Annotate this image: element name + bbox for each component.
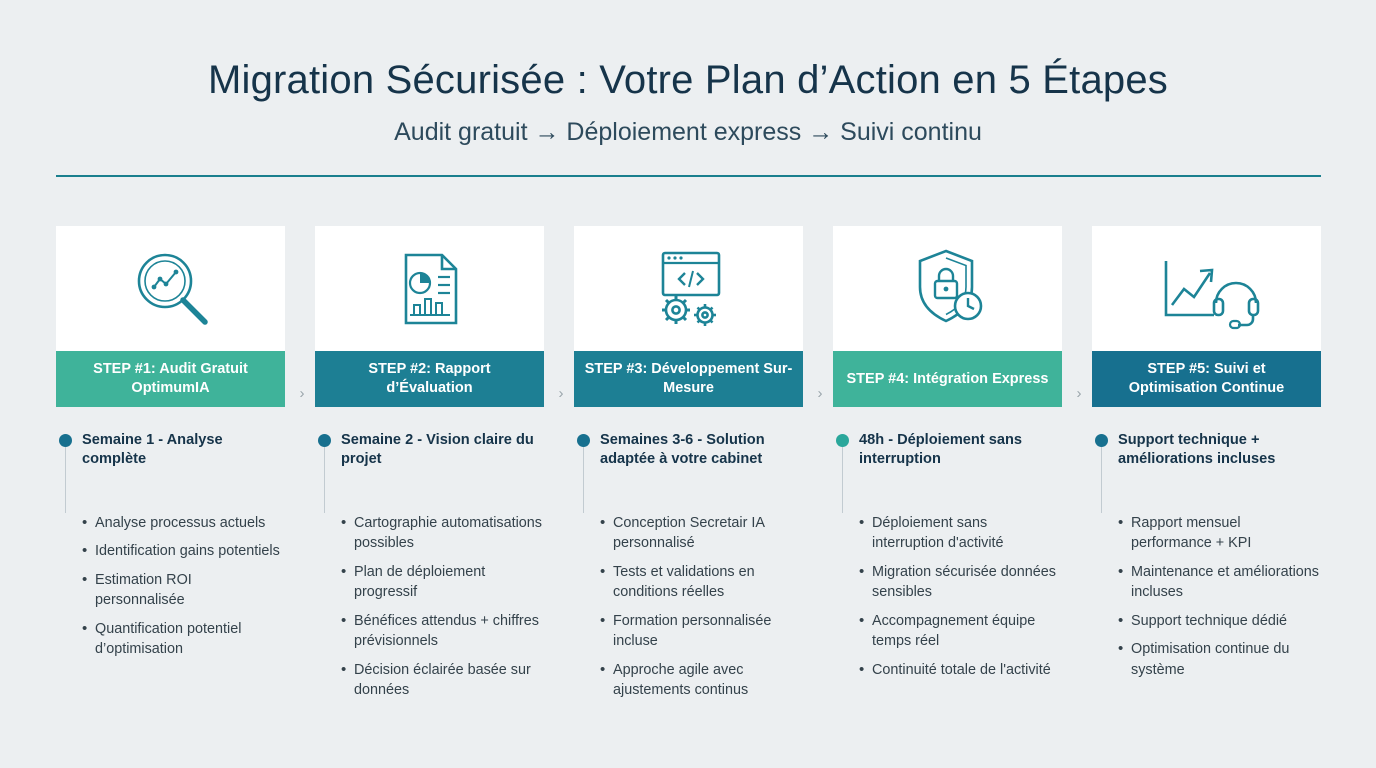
step-2-timeline-label: Semaine 2 - Vision claire du projet [341, 432, 534, 468]
step-4-timeline [833, 431, 1062, 477]
timeline-line [65, 447, 66, 513]
timeline-dot [318, 434, 331, 447]
shield-lock-clock-icon [902, 243, 994, 335]
step-4-bullets [833, 513, 1062, 680]
step-3-icon-box [574, 226, 803, 351]
list-item: • Cartographie automatisations possibles [341, 513, 544, 554]
list-item: • Déploiement sans interruption d'activité [859, 513, 1062, 554]
timeline-dot [577, 434, 590, 447]
list-item: • Support technique dédié [1118, 611, 1321, 631]
steps-row [56, 226, 1321, 709]
step-3-timeline-label: Semaines 3-6 - Solution adaptée à votre cabinet [600, 432, 765, 468]
page-title: Migration Sécurisée : Votre Plan d’Action en 5 Étapes [207, 58, 1169, 102]
list-item: • Estimation ROI personnalisée [82, 570, 285, 611]
timeline-line [842, 447, 843, 513]
list-item: • Rapport mensuel performance + KPI [1118, 513, 1321, 554]
step-2-arrow-icon: › [558, 385, 564, 402]
step-1-timeline-label: Semaine 1 - Analyse complète [82, 432, 223, 468]
step-1-icon-box [56, 226, 285, 351]
list-item: • Approche agile avec ajustements continus [600, 660, 803, 701]
step-1-arrow-icon: › [299, 385, 305, 402]
step-3-arrow-icon: › [817, 385, 823, 402]
magnifier-chart-icon [123, 243, 219, 335]
step-3-timeline [574, 431, 803, 477]
step-3-band: STEP #3: Développement Sur-Mesure [574, 351, 803, 407]
step-3-bullets [574, 513, 803, 701]
step-5-bullets [1092, 513, 1321, 680]
timeline-dot [59, 434, 72, 447]
page-subtitle: Audit gratuit → Déploiement express → Suivi continu [394, 118, 982, 146]
timeline-line [1101, 447, 1102, 513]
timeline-dot [836, 434, 849, 447]
list-item: • Conception Secretair IA personnalisé [600, 513, 803, 554]
list-item: • Continuité totale de l'activité [859, 660, 1062, 680]
code-window-gears-icon [641, 243, 737, 335]
list-item: • Bénéfices attendus + chiffres prévisionnels [341, 611, 544, 652]
step-4-band: STEP #4: Intégration Express [833, 351, 1062, 407]
timeline-line [583, 447, 584, 513]
step-4-timeline-label: 48h - Déploiement sans interruption [859, 432, 1023, 468]
list-item: • Maintenance et améliorations incluses [1118, 562, 1321, 603]
step-5-timeline [1092, 431, 1321, 477]
timeline-line [324, 447, 325, 513]
header-divider [56, 175, 1321, 177]
list-item: • Formation personnalisée incluse [600, 611, 803, 652]
step-2-icon-box [315, 226, 544, 351]
header [0, 0, 1376, 177]
list-item: • Plan de déploiement progressif [341, 562, 544, 603]
growth-chart-headset-icon [1152, 245, 1262, 333]
step-4-arrow-icon: › [1076, 385, 1082, 402]
list-item: • Migration sécurisée données sensibles [859, 562, 1062, 603]
list-item: • Analyse processus actuels [82, 513, 285, 533]
step-4-icon-box [833, 226, 1062, 351]
list-item: • Quantification potentiel d’optimisation [82, 619, 285, 660]
step-1-bullets [56, 513, 285, 660]
step-1-band: STEP #1: Audit Gratuit OptimumIA [56, 351, 285, 407]
list-item: • Décision éclairée basée sur données [341, 660, 544, 701]
step-1-timeline [56, 431, 285, 477]
step-column-3 [574, 226, 823, 709]
list-item: • Tests et validations en conditions réelles [600, 562, 803, 603]
step-2-bullets [315, 513, 544, 701]
report-document-icon [384, 243, 476, 335]
step-5-icon-box [1092, 226, 1321, 351]
list-item: • Identification gains potentiels [82, 541, 285, 561]
list-item: • Accompagnement équipe temps réel [859, 611, 1062, 652]
step-5-timeline-label: Support technique + améliorations incluses [1118, 432, 1276, 468]
step-2-timeline [315, 431, 544, 477]
timeline-dot [1095, 434, 1108, 447]
step-5-band: STEP #5: Suivi et Optimisation Continue [1092, 351, 1321, 407]
step-column-1 [56, 226, 305, 668]
step-2-band: STEP #2: Rapport d’Évaluation [315, 351, 544, 407]
step-column-4 [833, 226, 1082, 688]
list-item: • Optimisation continue du système [1118, 639, 1321, 680]
step-column-2 [315, 226, 564, 709]
step-column-5 [1092, 226, 1321, 688]
